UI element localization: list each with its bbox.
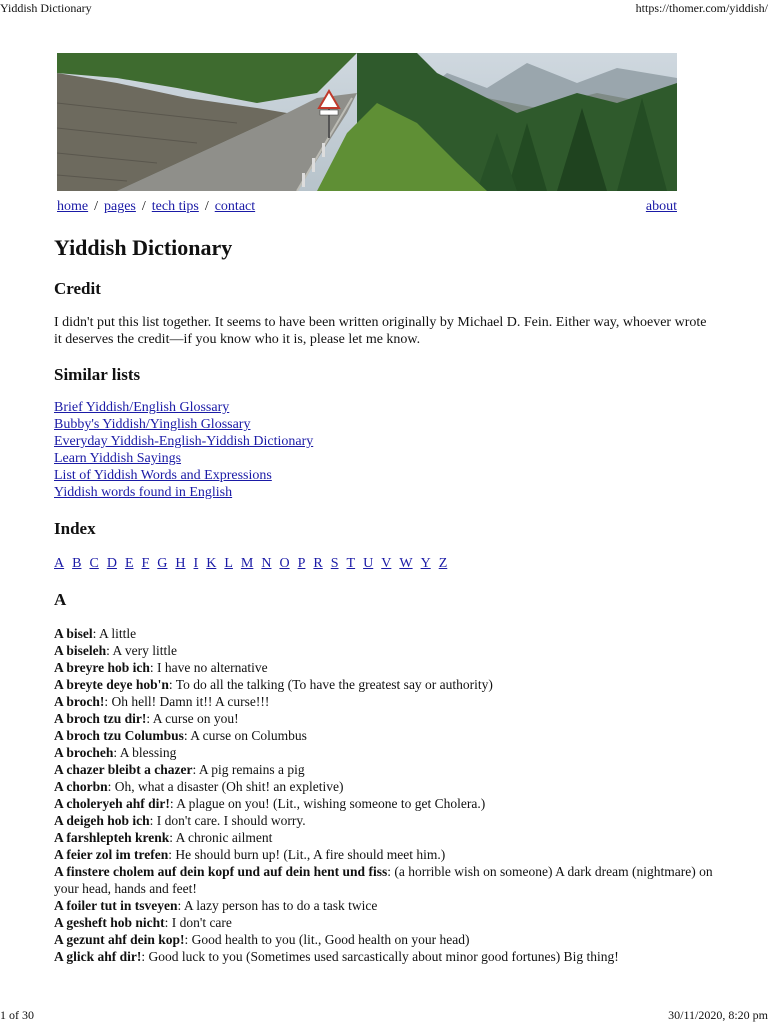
list-item xyxy=(54,761,714,778)
list-item xyxy=(54,693,714,710)
index-heading: Index xyxy=(54,519,96,538)
similar-list-link[interactable]: Yiddish words found in English xyxy=(54,485,233,500)
entry-definition: : A blessing xyxy=(113,745,177,760)
index-letters xyxy=(54,554,714,572)
entry-definition: : To do all the talking (To have the greatest say or authority) xyxy=(168,677,493,692)
index-letter-link[interactable]: D xyxy=(106,556,117,571)
main-content xyxy=(54,232,714,965)
credit-heading: Credit xyxy=(54,279,101,298)
list-item xyxy=(54,897,714,914)
list-item xyxy=(54,727,714,744)
section-a-heading: A xyxy=(54,590,67,609)
entry-term: A choleryeh ahf dir! xyxy=(54,796,170,811)
index-letter-link[interactable]: B xyxy=(72,556,82,571)
print-header-url: https://thomer.com/yiddish/ xyxy=(635,1,768,15)
page-title: Yiddish Dictionary xyxy=(54,235,233,260)
list-item xyxy=(54,863,714,897)
entry-term: A chazer bleibt a chazer xyxy=(54,762,193,777)
entry-definition: : A curse on you! xyxy=(146,711,239,726)
entry-term: A finstere cholem auf dein kopf und auf dein hent und fiss xyxy=(54,864,388,879)
entry-definition: : I don't care xyxy=(164,915,232,930)
index-letter-link[interactable]: K xyxy=(206,556,217,571)
entry-term: A brocheh xyxy=(54,745,114,760)
entry-term: A chorbn xyxy=(54,779,108,794)
entry-term: A deigeh hob ich xyxy=(54,813,150,828)
entry-term: A breyre hob ich xyxy=(54,660,150,675)
entry-term: A feier zol im trefen xyxy=(54,847,169,862)
index-letter-link[interactable]: R xyxy=(313,556,323,571)
entry-definition: : A lazy person has to do a task twice xyxy=(177,898,378,913)
entry-term: A breyte deye hob'n xyxy=(54,677,169,692)
list-item xyxy=(54,676,714,693)
index-letter-link[interactable]: C xyxy=(89,556,99,571)
entry-term: A biseleh xyxy=(54,643,107,658)
index-letter-link[interactable]: M xyxy=(240,556,254,571)
entry-definition: : A pig remains a pig xyxy=(192,762,305,777)
index-letter-link[interactable]: I xyxy=(193,556,199,571)
similar-list-link[interactable]: List of Yiddish Words and Expressions xyxy=(54,468,272,483)
index-letter-link[interactable]: L xyxy=(224,556,233,571)
entry-definition: : A little xyxy=(92,626,137,641)
banner-image xyxy=(57,53,677,191)
entry-definition: : Oh, what a disaster (Oh shit! an expletive) xyxy=(107,779,344,794)
entry-definition: : (a horrible wish on someone) A dark dream (nightmare) on your head, hands and feet! xyxy=(54,864,713,896)
index-letter-link[interactable]: S xyxy=(330,556,339,571)
print-header xyxy=(0,0,768,18)
entry-definition: : Good health to you (lit., Good health on your head) xyxy=(184,932,470,947)
entry-term: A glick ahf dir! xyxy=(54,949,142,964)
page-counter: 1 of 30 xyxy=(0,1008,34,1022)
list-item xyxy=(54,914,714,931)
entry-term: A bisel xyxy=(54,626,93,641)
index-letter-link[interactable]: W xyxy=(399,556,413,571)
index-letter-link[interactable]: V xyxy=(381,556,392,571)
print-header-title: Yiddish Dictionary xyxy=(0,1,92,15)
list-item xyxy=(54,744,714,761)
list-item xyxy=(54,642,714,659)
list-item xyxy=(54,812,714,829)
index-letter-link[interactable]: E xyxy=(124,556,134,571)
entry-definition: : A plague on you! (Lit., wishing someone to get Cholera.) xyxy=(169,796,486,811)
index-letter-link[interactable]: P xyxy=(297,556,306,571)
credit-text: I didn't put this list together. It seems to have been written originally by Michael D. Fein. Either way, whoever wrote it deserves the credit—if you know who it is, please let me know. xyxy=(54,315,707,347)
entry-term: A gesheft hob nicht xyxy=(54,915,165,930)
list-item xyxy=(54,659,714,676)
entry-term: A farshlepteh krenk xyxy=(54,830,170,845)
similar-lists-heading: Similar lists xyxy=(54,365,141,384)
list-item xyxy=(54,795,714,812)
list-item xyxy=(54,829,714,846)
entry-term: A broch tzu dir! xyxy=(54,711,147,726)
nav-contact-link[interactable]: contact xyxy=(214,199,256,214)
list-item xyxy=(54,625,714,642)
entry-definition: : A chronic ailment xyxy=(169,830,273,845)
entry-term: A broch! xyxy=(54,694,105,709)
similar-list-link[interactable]: Learn Yiddish Sayings xyxy=(54,451,182,466)
list-item xyxy=(54,778,714,795)
index-letter-link[interactable]: A xyxy=(54,556,65,571)
index-letter-link[interactable]: N xyxy=(261,556,272,571)
entry-definition: : Good luck to you (Sometimes used sarcastically about minor good fortunes) Big thing! xyxy=(141,949,619,964)
nav-pages-link[interactable]: pages xyxy=(104,199,136,214)
entry-definition: : I have no alternative xyxy=(149,660,268,675)
list-item xyxy=(54,948,714,965)
similar-list-link[interactable]: Bubby's Yiddish/Yinglish Glossary xyxy=(54,417,251,432)
similar-lists xyxy=(54,399,714,501)
entry-definition: : I don't care. I should worry. xyxy=(149,813,306,828)
entry-term: A gezunt ahf dein kop! xyxy=(54,932,185,947)
nav-separator: / xyxy=(141,199,146,214)
index-letter-link[interactable]: F xyxy=(141,556,150,571)
nav-tech-tips-link[interactable]: tech tips xyxy=(151,199,199,214)
similar-list-link[interactable]: Everyday Yiddish-English-Yiddish Dictionary xyxy=(54,434,314,449)
section-a-entries xyxy=(54,625,714,965)
nav-separator: / xyxy=(94,199,98,214)
entry-definition: : He should burn up! (Lit., A fire should meet him.) xyxy=(168,847,446,862)
nav-home-link[interactable]: home xyxy=(57,199,89,214)
index-letter-link[interactable]: U xyxy=(363,556,374,571)
list-item xyxy=(54,710,714,727)
entry-term: A broch tzu Columbus xyxy=(54,728,184,743)
index-letter-link[interactable]: G xyxy=(157,556,168,571)
entry-term: A foiler tut in tsveyen xyxy=(54,898,178,913)
index-letter-link[interactable]: H xyxy=(175,556,186,571)
entry-definition: : A very little xyxy=(106,643,178,658)
print-footer xyxy=(0,1006,768,1024)
index-letter-link[interactable]: Y xyxy=(420,556,431,571)
nav-separator: / xyxy=(204,199,209,214)
nav-about-link[interactable]: about xyxy=(645,199,677,214)
entry-definition: : Oh hell! Damn it!! A curse!!! xyxy=(104,694,270,709)
list-item xyxy=(54,931,714,948)
index-letter-link[interactable]: O xyxy=(279,556,290,571)
similar-list-link[interactable]: Brief Yiddish/English Glossary xyxy=(54,400,230,415)
list-item xyxy=(54,846,714,863)
top-navigation xyxy=(57,199,677,217)
entry-definition: : A curse on Columbus xyxy=(183,728,307,743)
print-datetime: 30/11/2020, 8:20 pm xyxy=(668,1008,768,1022)
index-letter-link[interactable]: Z xyxy=(438,556,448,571)
index-letter-link[interactable]: T xyxy=(346,556,356,571)
